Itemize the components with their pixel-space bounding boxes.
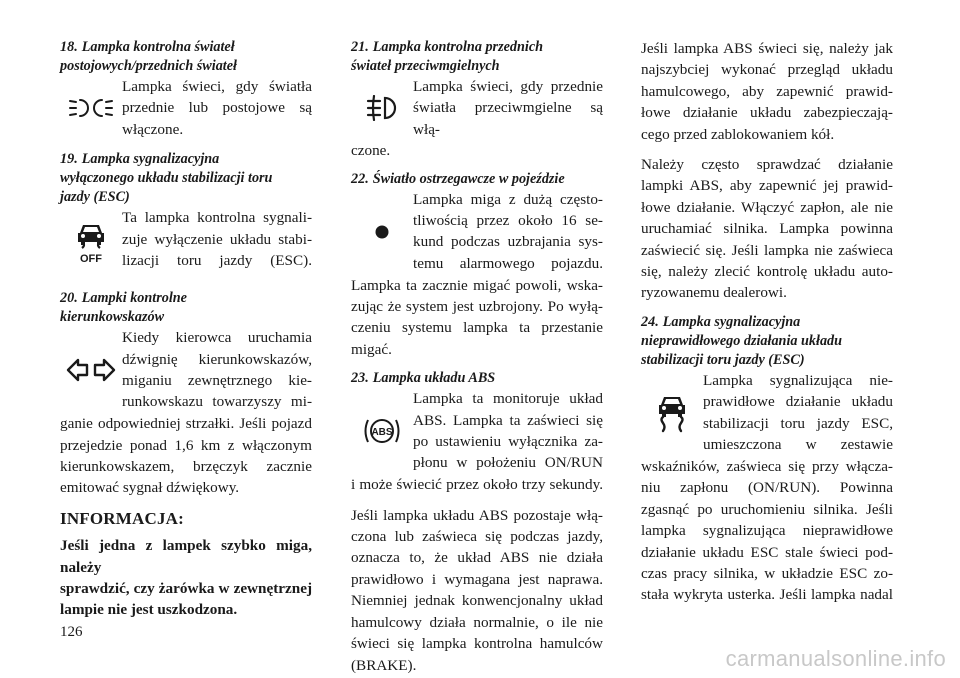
item-23 bbox=[351, 388, 603, 474]
security-alarm-indicator-icon bbox=[351, 189, 413, 275]
item-21-text: Lampka świeci, gdy przednie światła przeciwmgielne są włą- czone. bbox=[351, 78, 603, 160]
item-22 bbox=[351, 189, 603, 275]
column-3 bbox=[641, 38, 893, 606]
item-22-continued: Lampka ta zacznie migać powoli, wska- zując że system jest uzbrojony. Po wyłą- czeniu systemu lampka ta przestanie migać. bbox=[351, 276, 603, 358]
abs-warning-icon bbox=[351, 388, 413, 474]
heading-19: 19. Lampka sygnalizacyjna wyłączonego układu stabilizacji toru jazdy (ESC) bbox=[60, 151, 273, 206]
item-19-text: Ta lampka kontrolna sygnali- zuje wyłączenie układu stabi- lizacji toru jazdy (ESC). bbox=[122, 209, 312, 270]
abs-paragraph: Jeśli lampka układu ABS pozostaje włą- czona lub zaświeca się podczas jazdy, oznacza to, że układ ABS nie działa prawidłowo i wymagana jest naprawa. Niemniej jednak konwencjonalny układ hamulcowy działa normalnie, o ile nie świeci się lampka kontrolna hamulców (BRAKE). bbox=[351, 506, 603, 674]
info-title: INFORMACJA: bbox=[60, 508, 185, 528]
watermark: carmanualsonline.info bbox=[725, 646, 946, 671]
turn-signal-arrows-icon bbox=[60, 327, 122, 413]
abs-check-paragraph: Należy często sprawdzać działanie lampki ABS, aby zapewnić jej prawid- łowe działanie. Włączyć zapłon, ale nie uruchamiać silnika. Lampka powinna zaświecić się. Jeśli lampka nie zaświeca się, należy zlecić kontrolę układu auto- ryzowanemu dealerowi. bbox=[641, 156, 893, 302]
esc-off-icon bbox=[60, 207, 122, 279]
item-24-text: Lampka sygnalizująca nie- prawidłowe działanie układu stabilizacji toru jazdy ESC, umieszczona w zestawie bbox=[703, 371, 893, 454]
item-23-text: Lampka ta monitoruje układ ABS. Lampka ta zaświeci się po ustawieniu wyłącznika za- płonu w położeniu ON/RUN bbox=[413, 390, 603, 472]
item-20 bbox=[60, 327, 312, 413]
item-22-text: Lampka miga z dużą często- tliwością przez około 16 se- kund podczas uzbrajania sys- temu alarmowego pojazdu. bbox=[413, 190, 603, 272]
column-1 bbox=[60, 38, 312, 621]
abs-service-paragraph: Jeśli lampka ABS świeci się, należy jak najszybciej wykonać przegląd układu hamulcowego, aby zapewnić prawid- łowe działanie układu zabezpieczają- cego przed zablokowaniem kół. bbox=[641, 40, 893, 143]
item-18 bbox=[60, 76, 312, 140]
item-20-continued: ganie odpowiedniej strzałki. Jeśli pojazd przejedzie ponad 1,6 km z włączonym kierunkowskazem, brzęczyk zacznie emitować sygnał dźwiękowy. bbox=[60, 415, 312, 497]
front-fog-lights-icon bbox=[351, 76, 413, 140]
column-2 bbox=[351, 38, 603, 676]
page-number: 126 bbox=[60, 624, 83, 640]
position-lights-icon bbox=[60, 76, 122, 140]
item-19 bbox=[60, 207, 312, 279]
heading-23: 23. Lampka układu ABS bbox=[351, 370, 496, 387]
esc-off-label: OFF bbox=[80, 253, 102, 266]
item-21 bbox=[351, 76, 603, 162]
item-24-continued: wskaźników, zaświeca się przy włącza- niu zapłonu (ON/RUN). Powinna zgasnąć po uruchomieniu silnika. Jeśli lampka sygnalizująca nieprawidłowe działanie układu ESC stale świeci pod- czas pracy silnika, w układzie ESC zo- stała wykryta usterka. Jeśli lampka nadal bbox=[641, 457, 893, 604]
esc-malfunction-icon bbox=[641, 370, 703, 456]
heading-21: 21. Lampka kontrolna przednich świateł przeciwmgielnych bbox=[351, 39, 544, 74]
item-18-text: Lampka świeci, gdy światła przednie lub postojowe są włączone. bbox=[122, 78, 312, 138]
item-20-text: Kiedy kierowca uruchamia dźwignię kierunkowskazów, miganiu zewnętrznego kie- runkowskazu towarzyszy mi- bbox=[122, 329, 312, 411]
abs-label: ABS bbox=[371, 427, 393, 439]
heading-18: 18. Lampka kontrolna świateł postojowych/przednich świateł bbox=[60, 39, 237, 74]
heading-22: 22. Światło ostrzegawcze w pojeździe bbox=[351, 170, 565, 187]
item-24 bbox=[641, 370, 893, 456]
heading-24: 24. Lampka sygnalizacyjna nieprawidłowego działania układu stabilizacji toru jazdy (ESC) bbox=[641, 313, 843, 368]
info-text: Jeśli jedna z lampek szybko miga, należy sprawdzić, czy żarówka w zewnętrznej lampie nie jest uszkodzona. bbox=[60, 537, 312, 619]
heading-20: 20. Lampki kontrolne kierunkowskazów bbox=[60, 290, 187, 326]
item-23-continued: i może świecić przez około trzy sekundy. bbox=[351, 476, 603, 494]
